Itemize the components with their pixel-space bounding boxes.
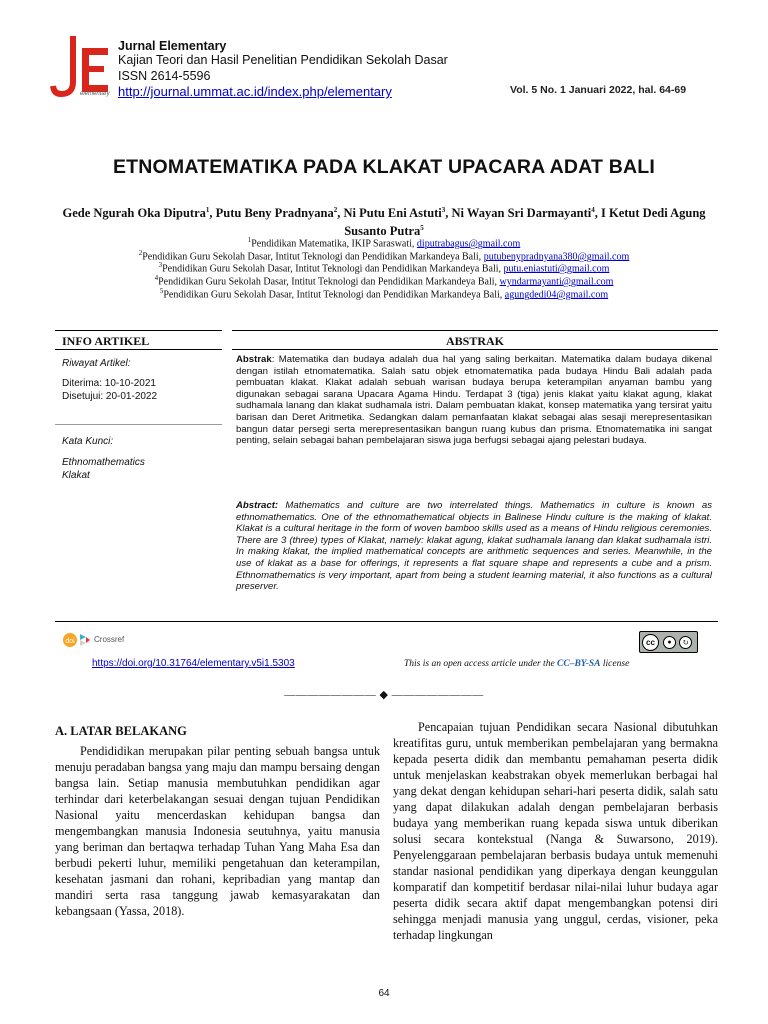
email-link[interactable]: agungdedi04@gmail.com <box>504 289 609 301</box>
paper-title: ETNOMATEMATIKA PADA KLAKAT UPACARA ADAT BALI <box>112 156 656 178</box>
journal-name: Jurnal Elementary <box>118 39 227 53</box>
author-name: , Putu Beny Pradnyana <box>209 206 334 221</box>
author-name: Gede Ngurah Oka Diputra <box>62 206 206 221</box>
email-link[interactable]: putu.eniastuti@gmail.com <box>503 263 610 275</box>
email-link[interactable]: putubenypradnyana380@gmail.com <box>483 251 630 263</box>
box-bottom-rule <box>55 621 718 622</box>
email-link[interactable]: wyndarmayanti@gmail.com <box>499 276 614 288</box>
abstract-heading-rule <box>232 349 718 350</box>
abstract-label: Abstrak <box>236 354 272 365</box>
affiliation-text: Pendidikan Guru Sekolah Dasar, Intitut Teknologi dan Pendidikan Markandeya Bali, <box>162 263 504 275</box>
author-marker: 4 <box>591 206 595 214</box>
logo-word: elementary <box>80 91 110 97</box>
affiliation-marker: 1 <box>247 236 252 244</box>
received-date: Diterima: 10-10-2021 <box>62 378 156 389</box>
left-column <box>55 743 380 919</box>
abstract-english <box>236 500 712 593</box>
cc-license-badge[interactable] <box>639 631 698 653</box>
approved-date: Disetujui: 20-01-2022 <box>62 391 158 402</box>
journal-logo <box>50 34 112 98</box>
cc-icon: cc <box>642 634 659 651</box>
history-label: Riwayat Artikel: <box>62 358 131 369</box>
affiliation-text: Pendidikan Matematika, IKIP Saraswati, <box>251 238 417 250</box>
sa-icon: ↻ <box>679 636 692 649</box>
affiliation-5 <box>0 285 768 301</box>
author-name: , I Ketut Dedi Agung Susanto Putra <box>344 206 706 239</box>
email-link[interactable]: diputrabagus@gmail.com <box>416 238 521 250</box>
keyword: Ethnomathematics <box>62 457 145 468</box>
volume-info: Vol. 5 No. 1 Januari 2022, hal. 64-69 <box>510 84 687 96</box>
author-marker: 3 <box>441 206 446 214</box>
journal-subtitle: Kajian Teori dan Hasil Penelitian Pendidikan Sekolah Dasar <box>118 53 448 67</box>
journal-issn: ISSN 2614-5596 <box>118 69 211 83</box>
info-heading: INFO ARTIKEL <box>62 334 150 348</box>
info-divider <box>55 424 222 425</box>
affiliation-text: Pendidikan Guru Sekolah Dasar, Intitut Teknologi dan Pendidikan Markandeya Bali, <box>142 251 484 263</box>
abstract-heading: ABSTRAK <box>445 334 504 348</box>
right-column <box>393 719 718 943</box>
author-marker: 2 <box>333 206 338 214</box>
abstract-text: Mathematics and culture are two interrelated things. Mathematics in culture is known as ethnomathematics. One of the ethnomathematical objects in Balinese Hindu culture is the making of klakat. Klakat is a cultural heritage in the form of woven bamboo skills used as a means of Hindu religious ceremonies. There are 3 (three) types of Klakat, namely: klakat agung, klakat sudhamala lanang dan klakat sudhamala istri. In making klakat, the implied mathematical concepts are arithmetic sequences and series. Meanwhile, in the use of klakat as a base for offerings, it represents a flat square shape and represents a cube and a prism. Ethnomathematics is very important, apart from being a student learning material, it also functions as a cultural preserver. <box>236 500 712 593</box>
section-heading: A. LATAR BELAKANG <box>55 724 187 738</box>
body-paragraph: Pendididikan merupakan pilar penting sebuah bangsa untuk menuju peradaban bangsa yang maju dan mampu bersaing dengan bangsa lain. Setiap manusia membutuhkan pendidikan agar terhindar dari keterbelakangan sesuai dengan tujuan Pendidikan Nasional yaitu mencerdaskan kehidupan bangsa dan mengembangkan manusia Indonesia seutuhnya, yaitu manusia yang beriman dan bertaqwa terhadap Tuhan Yang Maha Esa dan berbudi pekerti luhur, memiliki pengetahuan dan keterampilan, kesehatan jasmani dan rohani, kepribadian yang mantap dan mandiri serta rasa tanggung jawab kemasyarakatan dan kebangsaan (Yassa, 2018). <box>55 744 380 918</box>
page-number: 64 <box>378 988 390 999</box>
oa-suffix: license <box>600 659 630 669</box>
journal-logo-icon <box>50 34 112 98</box>
author-name: , Ni Putu Eni Astuti <box>337 206 442 221</box>
affiliation-marker: 2 <box>138 249 143 257</box>
open-access-note <box>404 659 629 669</box>
doi-link[interactable]: https://doi.org/10.31764/elementary.v5i1.5303 <box>92 658 295 669</box>
affiliation-marker: 3 <box>158 261 163 269</box>
section-separator: ———————— ◆ ———————— <box>284 689 484 701</box>
crossref-label: Crossref <box>94 635 125 644</box>
info-heading-rule <box>55 349 222 350</box>
crossref-badge[interactable] <box>62 631 142 649</box>
body-paragraph: Pencapaian tujuan Pendidikan secara Nasional dibutuhkan kreatifitas guru, untuk memberikan pembelajaran yang bermakna kepada peserta didik dan membantu pemahaman peserta didik untuk menjelaskan keabstrakan obyek memerlukan berbagai hal yang dekat dengan kehidupan sehari-hari peserta didik, salah satu yang dapat dilakukan adalah dengan pembelajaran berbasis budaya yang memberikan ruang kepada siswa untuk diberikan solusi secara kontekstual (Nanga & Suwarsono, 2019). Penyelenggaraan pembelajaran berbasis budaya untuk memenuhi standar nasional pendidikan yang diperkaya dengan keunggulan komparatif dan kompetitif berdasar nilai-nilai luhur budaya agar peserta didik secara aktif dapat mengembangkan potensi diri sehingga menjadi manusia yang unggul, cerdas, visioner, peka terhadap lingkungan <box>393 720 718 942</box>
by-icon: ● <box>663 636 676 649</box>
keyword: Klakat <box>62 470 90 481</box>
license-link[interactable]: CC–BY-SA <box>557 659 601 669</box>
doi-icon-text: doi <box>65 638 75 645</box>
affiliation-marker: 4 <box>154 274 159 282</box>
abstract-label: Abstract: <box>236 500 279 511</box>
keywords-label: Kata Kunci: <box>62 436 114 447</box>
abstract-indonesian <box>236 354 712 447</box>
affiliation-marker: 5 <box>159 287 164 295</box>
doi-icon <box>62 631 92 649</box>
author-name: , Ni Wayan Sri Darmayanti <box>445 206 592 221</box>
journal-url-link[interactable]: http://journal.ummat.ac.id/index.php/elementary <box>118 84 392 99</box>
affiliation-text: Pendidikan Guru Sekolah Dasar, Intitut Teknologi dan Pendidikan Markandeya Bali, <box>158 276 500 288</box>
abstract-text: : Matematika dan budaya adalah dua hal yang saling berkaitan. Matematika dalam budaya dikenal dengan istilah etnomatematika. Salah satu objek etnomatematika pada budaya Hindu Bali adalah pada pembuatan klakat. Klakat adalah sebuah warisan budaya berupa keterampilan anyaman bambu yang digunakan sebagai sarana Upacara Agama Hindu. Terdapat 3 (tiga) jenis klakat yaitu klakat agung, klakat sudhamala lanang dan klakat sudhamala istri. Dalam pembuatan klakat, konsep matematika yang tersirat yaitu barisan dan Deret Aritmetika. Sedangkan dalam pemanfaatan klakat sebagai alas sesaji merepresentasikan bangun datar persegi serta merepresentasikan bangun ruang kubus dan prisma. Etnomatematika ini sangat penting, selain sebagai bahan pembelajaran siswa juga berfugsi sebagai ajang pelestari budaya. <box>236 354 712 447</box>
affiliation-text: Pendidikan Guru Sekolah Dasar, Intitut Teknologi dan Pendidikan Markandeya Bali, <box>163 289 505 301</box>
oa-prefix: This is an open access article under the <box>404 659 558 669</box>
author-marker: 1 <box>205 206 210 214</box>
author-marker: 5 <box>420 224 424 233</box>
abstract-top-rule <box>232 330 718 331</box>
info-top-rule <box>55 330 222 331</box>
